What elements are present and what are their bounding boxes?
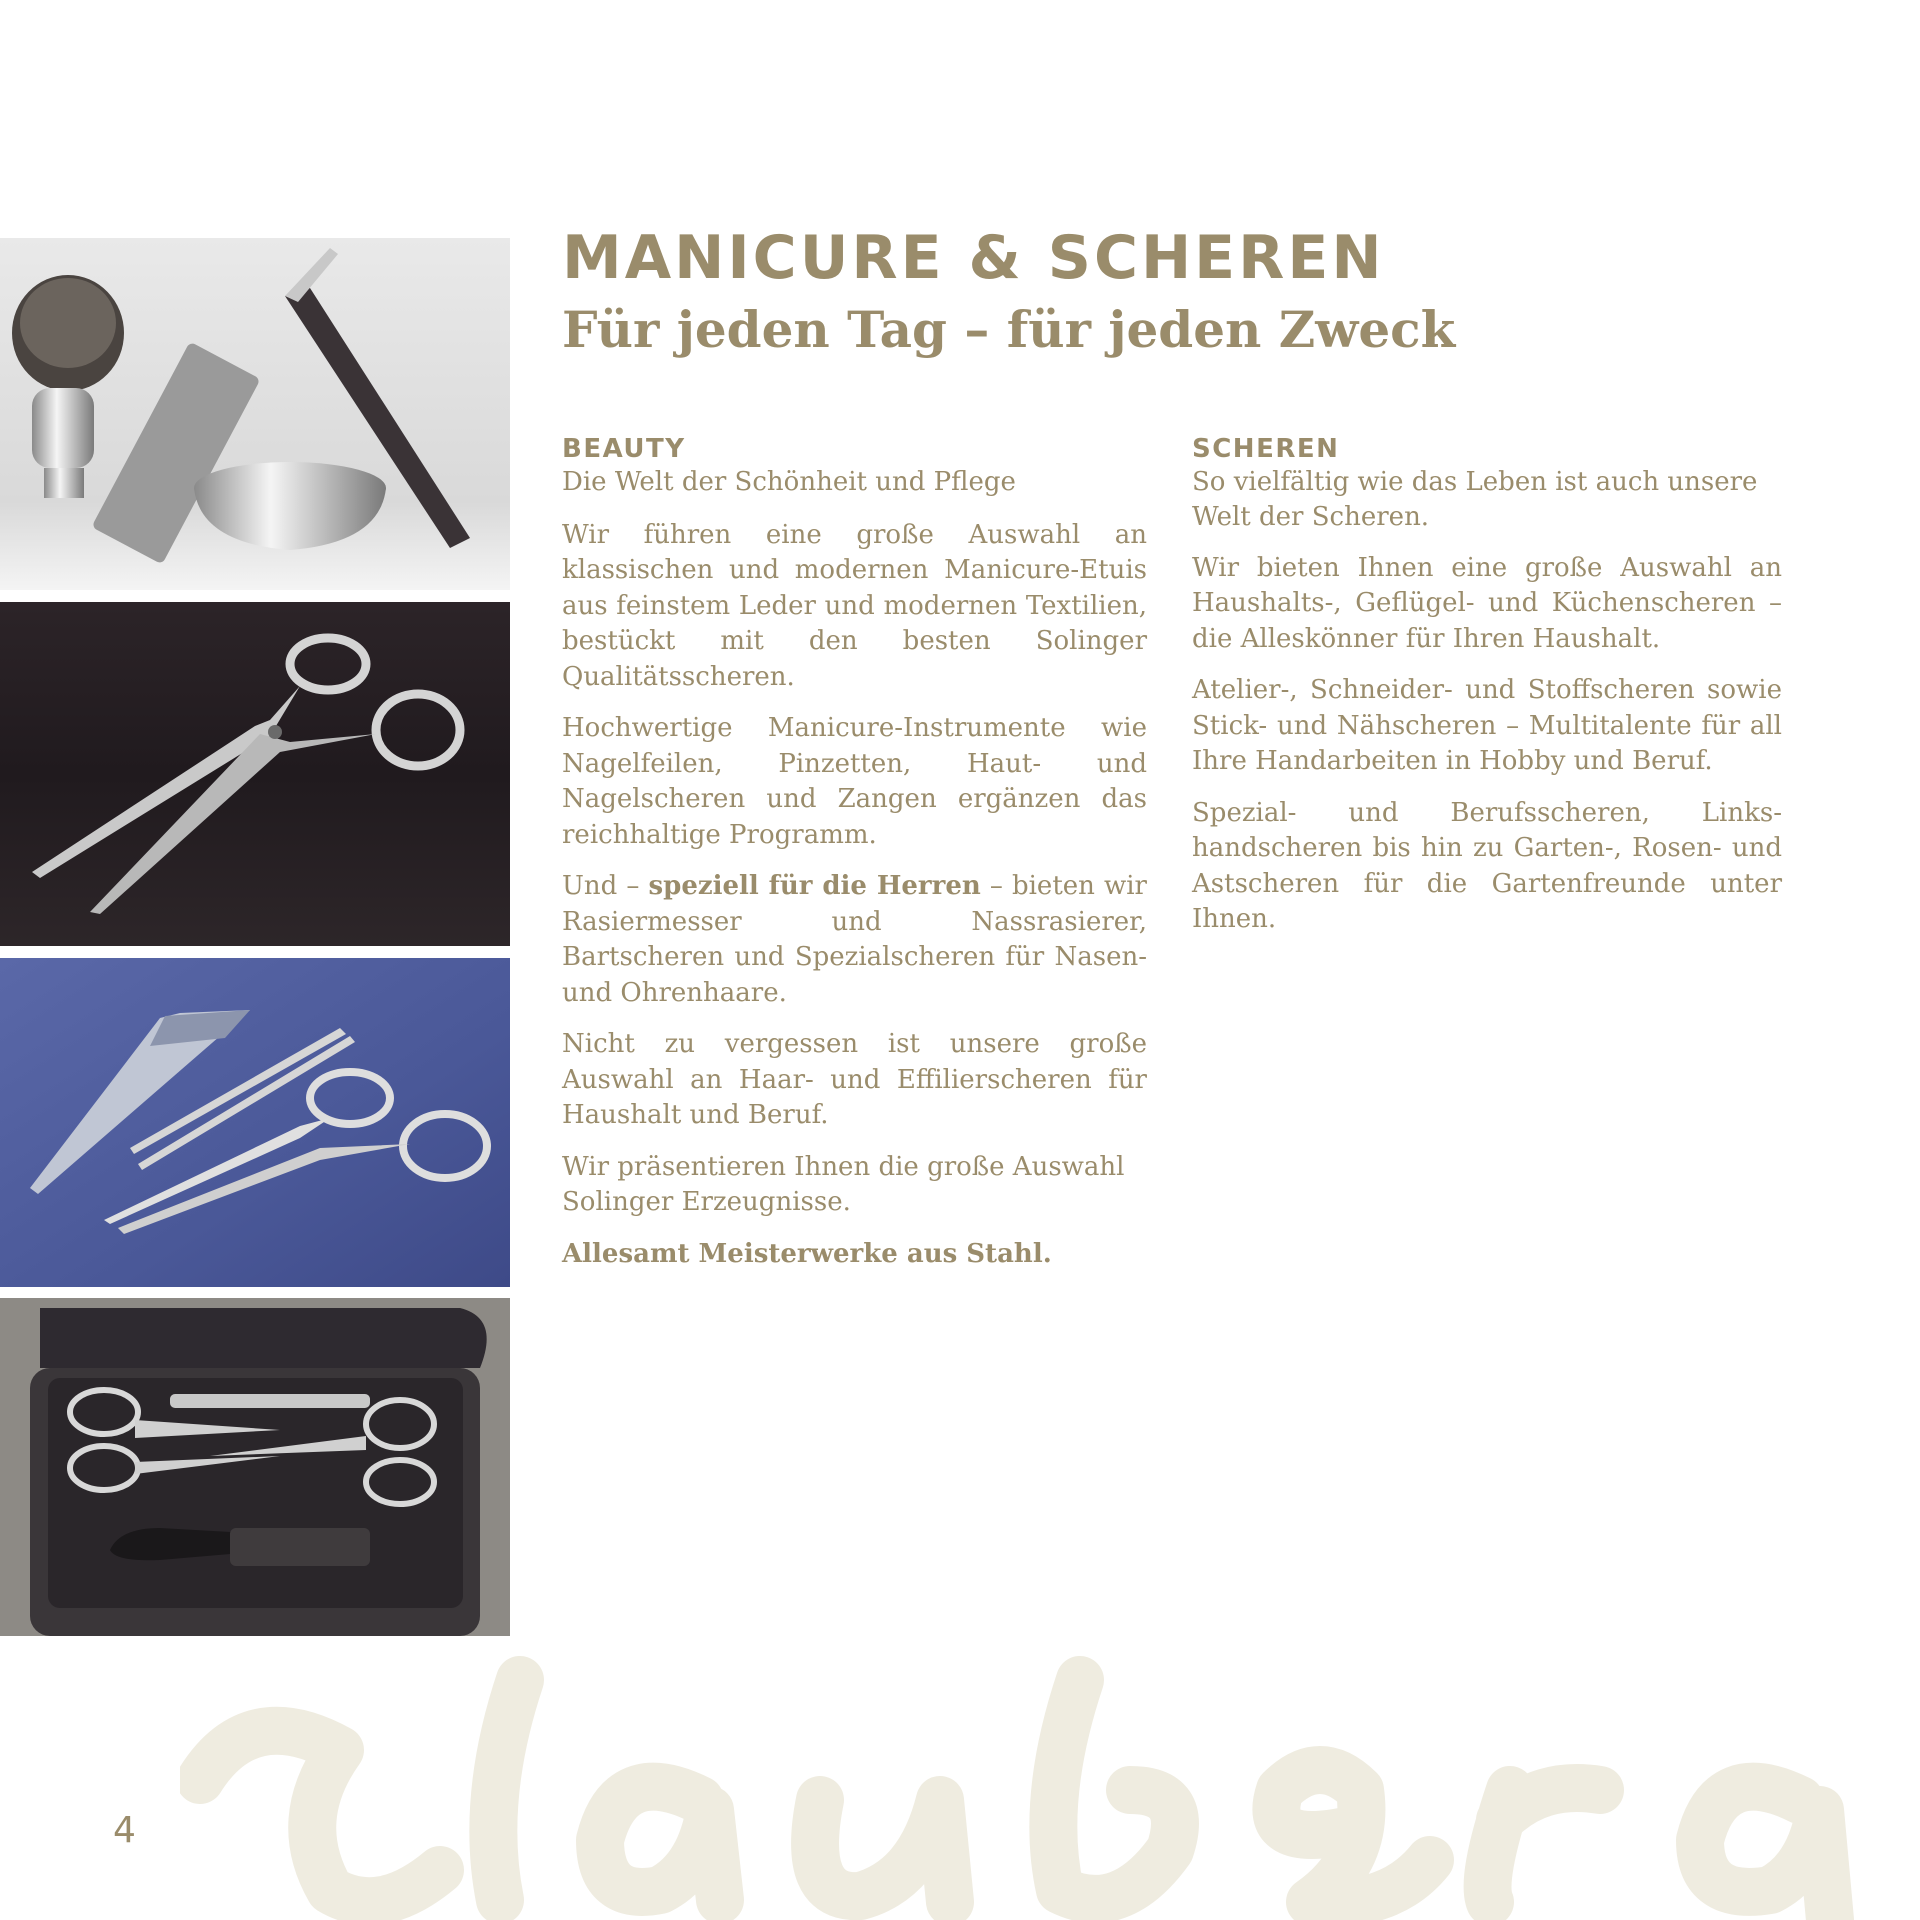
beauty-subheading: Die Welt der Schönheit und Pflege [562,466,1016,497]
scheren-paragraph-2: Atelier-, Schneider- und Stoffscheren sowie Stick- und Nähscheren – Multitalente für all Ihre Handarbeiten in Hobby und Beruf. [1192,675,1782,777]
page-subtitle: Für jeden Tag – für jeden Zweck [562,300,1456,359]
beauty-paragraph-3-emphasis: speziell für die Herren [648,871,981,902]
scheren-paragraph-3: Spezial- und Berufsscheren, Linkshandscheren bis hin zu Garten-, Rosen- und Astscheren für die Gartenfreunde unter Ihnen. [1192,797,1782,935]
beauty-paragraph-5: Wir präsentieren Ihnen die große Auswahl Solinger Erzeugnisse. [562,1151,1125,1218]
beauty-section [562,435,1147,1288]
manicure-case-photo [0,1298,510,1636]
clauberg-watermark-logo [180,1640,1920,1920]
scheren-heading: SCHEREN [1192,434,1340,464]
scheren-section [1192,435,1782,954]
beauty-heading: BEAUTY [562,434,686,464]
beauty-paragraph-2: Hochwertige Manicure-Instrumente wie Nagelfeilen, Pinzetten, Haut- und Nagelscheren und Zangen ergänzen das reichhaltige Programm. [562,713,1147,850]
beauty-paragraph-3-rest: – bieten wir Rasiermesser und Nassrasierer, Bartscheren und Spezialscheren für Nasen- und Ohrenhaare. [562,871,1147,1008]
beauty-paragraph-3 [562,869,1147,1011]
nail-file-tweezers-scissors-photo [0,958,510,1287]
scheren-subheading: So vielfältig wie das Leben ist auch unsere Welt der Scheren. [1192,466,1758,532]
page-title: MANICURE & SCHEREN [562,223,1385,293]
household-scissors-photo [0,602,510,946]
beauty-paragraph-1: Wir führen eine große Auswahl an klassischen und modernen Manicure-Etuis aus feinstem Leder und modernen Textilien, bestückt mit den besten Solinger Qualitätsscheren. [562,519,1147,692]
scheren-paragraph-1: Wir bieten Ihnen eine große Auswahl an Haushalts-, Geflügel- und Küchenscheren – die Alleskönner für Ihren Haushalt. [1192,552,1782,654]
beauty-paragraph-3-intro: Und – [562,871,649,902]
beauty-paragraph-4: Nicht zu vergessen ist unsere große Auswahl an Haar- und Effilierscheren für Haushalt und Beruf. [562,1029,1147,1131]
beauty-closing-line: Allesamt Meisterwerke aus Stahl. [562,1238,1052,1269]
shaving-set-photo [0,238,510,590]
page-number: 4 [113,1810,136,1851]
